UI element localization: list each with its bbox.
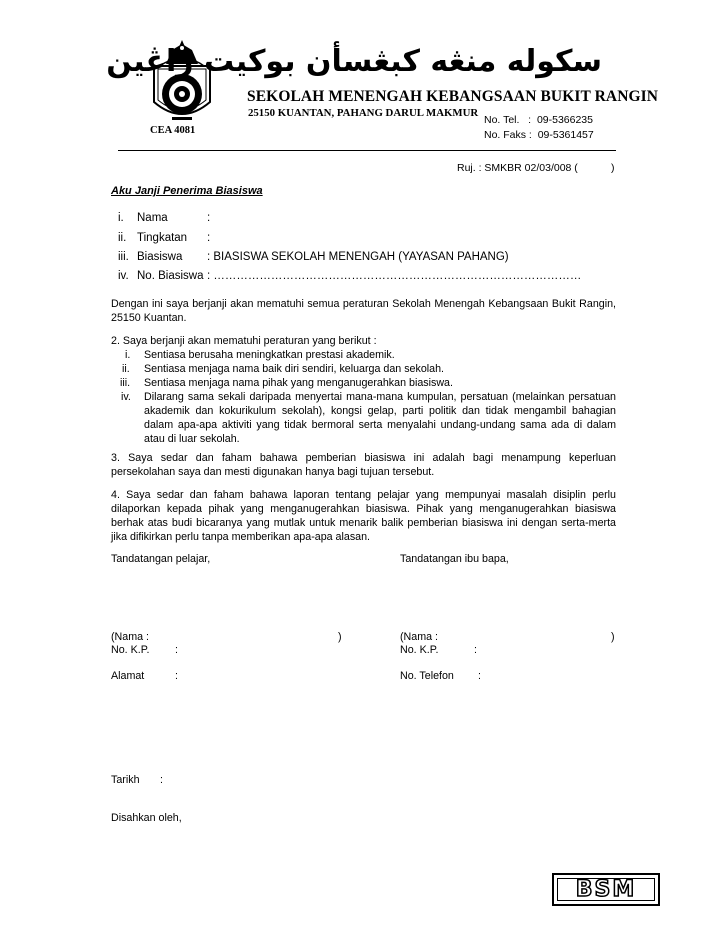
field-label-nama: Nama <box>137 212 168 224</box>
parent-signature-label: Tandatangan ibu bapa, <box>400 553 509 565</box>
parent-name-close: ) <box>611 631 615 643</box>
paragraph-3: 3. Saya sedar dan faham bahawa pemberian biasiswa ini adalah bagi menampung keperluan persekolahan saya dan mesti digunakan hanya bagi tujuan tersebut. <box>111 452 616 478</box>
paragraph-4: 4. Saya sedar dan faham bahawa laporan tentang pelajar yang mempunyai masalah disiplin perlu dilaporkan kepada pihak yang menganugerahkan biasiswa. Pihak yang menganugerahkan biasiswa berhak atas budi bicaranya yang mutlak untuk menarik balik pemberian biasiswa ini dengan serta-merta jika difikirkan perlu tanpa memberikan apa-apa alasan. <box>111 489 616 543</box>
intro-paragraph: Dengan ini saya berjanji akan mematuhi semua peraturan Sekolah Menengah Kebangsaan Bukit Rangin, 25150 Kuantan. <box>111 298 616 324</box>
rule-num: i. <box>125 349 131 361</box>
student-name-open: (Nama : <box>111 631 150 643</box>
field-value-tingkatan: : <box>207 232 211 244</box>
bsm-stamp-inner <box>557 878 655 901</box>
telefon-label: No. Telefon <box>400 670 454 682</box>
rule-text: Sentiasa berusaha meningkatkan prestasi akademik. <box>144 349 395 361</box>
rule-num: iv. <box>121 391 131 403</box>
rule-num: iii. <box>120 377 131 389</box>
rule-text: Sentiasa menjaga nama pihak yang menganugerahkan biasiswa. <box>144 377 453 389</box>
field-num-biasiswa: iii. <box>118 251 129 263</box>
tel-value: 09-5366235 <box>536 114 593 126</box>
field-label-no-biasiswa: No. Biasiswa <box>137 270 204 282</box>
bsm-stamp <box>552 873 660 906</box>
field-label-tingkatan: Tingkatan <box>137 232 188 244</box>
parent-kp-label: No. K.P. <box>400 644 439 656</box>
fax-value: 09-5361457 <box>537 129 594 141</box>
bsm-stamp-text: BSM <box>575 877 637 902</box>
tarikh-label: Tarikh <box>111 774 140 786</box>
field-num-tingkatan: ii. <box>118 232 127 244</box>
field-value-no-biasiswa: : …………………………………………………………………………………… <box>207 270 582 282</box>
reference-close: ) <box>611 162 615 174</box>
student-name-close: ) <box>338 631 342 643</box>
field-num-nama: i. <box>118 212 124 224</box>
student-kp-label: No. K.P. <box>111 644 150 656</box>
rule-text: Sentiasa menjaga nama baik diri sendiri, keluarga dan sekolah. <box>144 363 445 375</box>
school-name: SEKOLAH MENENGAH KEBANGSAAN BUKIT RANGIN <box>247 88 659 105</box>
student-kp-colon: : <box>175 644 178 656</box>
fax-line: No. Faks : 09-5361457 <box>484 129 594 141</box>
parent-kp-colon: : <box>474 644 477 656</box>
field-value-biasiswa: : BIASISWA SEKOLAH MENENGAH (YAYASAN PAHANG) <box>207 251 509 263</box>
parent-name-open: (Nama : <box>400 631 439 643</box>
disahkan-label: Disahkan oleh, <box>111 812 182 824</box>
section2-heading: 2. Saya berjanji akan mematuhi peraturan yang berikut : <box>111 335 377 347</box>
alamat-label: Alamat <box>111 670 145 682</box>
fax-label: No. Faks <box>484 129 527 141</box>
tarikh-colon: : <box>160 774 163 786</box>
tel-label: No. Tel. <box>484 114 520 126</box>
document-title: Aku Janji Penerima Biasiswa <box>111 185 263 197</box>
telefon-colon: : <box>478 670 481 682</box>
tel-line: No. Tel. : 09-5366235 <box>484 114 593 126</box>
alamat-colon: : <box>175 670 178 682</box>
logo-code: CEA 4081 <box>150 125 196 136</box>
school-name-jawi: سكوله منڠه كبڠسأن بوكيت راڠين <box>106 44 602 79</box>
student-signature-label: Tandatangan pelajar, <box>111 553 211 565</box>
field-value-nama: : <box>207 212 211 224</box>
school-address: 25150 KUANTAN, PAHANG DARUL MAKMUR <box>248 107 479 119</box>
rule-num: ii. <box>122 363 130 375</box>
reference-number: Ruj. : SMKBR 02/03/008 ( <box>457 162 578 174</box>
field-label-biasiswa: Biasiswa <box>137 251 183 263</box>
rule-text: Dilarang sama sekali daripada menyertai mana-mana kumpulan, persatuan (melainkan persatuan akademik dan kokurikulum sekolah), kongsi gelap, parti politik dan tidak mengambil bahagian dalam apa-apa aktiviti yang tidak bermoral serta menyalahi undang-undang sama ada di dalam atau di luar sekolah. <box>144 391 616 445</box>
header-divider <box>118 150 616 151</box>
field-num-no-biasiswa: iv. <box>118 270 129 282</box>
